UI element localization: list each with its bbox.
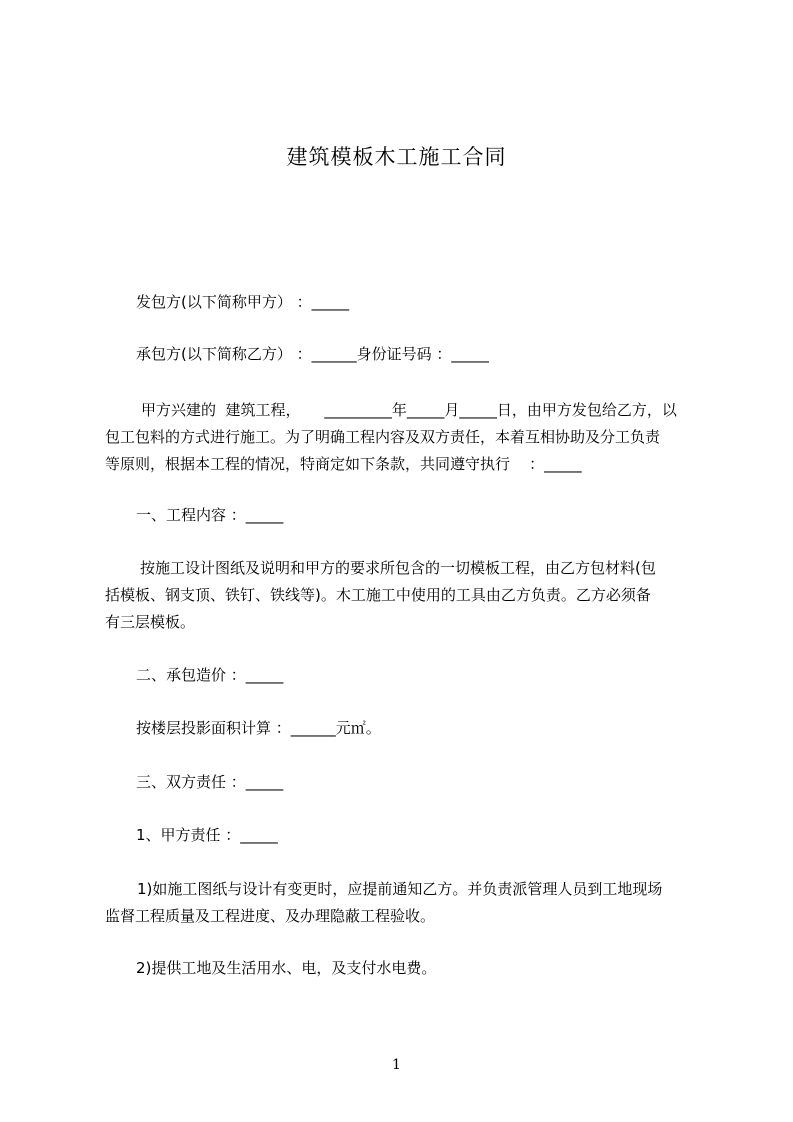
section-1-body <box>105 555 705 636</box>
intro-line-3: 等原则，根据本工程的情况，特商定如下条款，共同遵守执行 ：_____ <box>105 455 582 473</box>
sub-section-1-heading: 1、甲方责任 ：_____ <box>136 826 278 844</box>
party-b-line: 承包方(以下简称乙方） ：______身份证号码 ：_____ <box>136 345 489 363</box>
page-number: 1 <box>392 1057 401 1073</box>
intro-paragraph <box>105 397 705 478</box>
intro-line-2: 包工包料的方式进行施工。为了明确工程内容及双方责任，本着互相协助及分工负责 <box>105 428 661 446</box>
section-1-heading: 一、工程内容 ：_____ <box>136 506 284 524</box>
section-2-heading: 二、承包造价 ：_____ <box>136 666 284 684</box>
section-2-body: 按楼层投影面积计算 ：______元㎡。 <box>136 719 381 737</box>
section-1-line-2: 括模板、钢支顶、铁钉、铁线等)。木工施工中使用的工具由乙方负责。乙方必须备 <box>105 586 651 604</box>
item-2-line: 2)提供工地及生活用水、电，及支付水电费。 <box>136 959 437 977</box>
item-1-line-2: 监督工程质量及工程进度、及办理隐蔽工程验收。 <box>105 907 436 925</box>
item-1-paragraph <box>105 876 705 930</box>
item-1-line-1: 1)如施工图纸与设计有变更时，应提前通知乙方。并负责派管理人员到工地现场 <box>137 880 663 898</box>
section-3-heading: 三、双方责任 ：_____ <box>136 773 284 791</box>
section-1-line-1: 按施工设计图纸及说明和甲方的要求所包含的一切模板工程，由乙方包材料(包 <box>140 559 656 577</box>
section-1-line-3: 有三层模板。 <box>105 613 196 631</box>
intro-line-1: 甲方兴建的 建筑工程， _________年_____月_____日，由甲方发包给乙方，以 <box>141 401 677 419</box>
party-a-line: 发包方(以下简称甲方） ：_____ <box>136 293 350 311</box>
document-title: 建筑模板木工施工合同 <box>286 145 507 169</box>
